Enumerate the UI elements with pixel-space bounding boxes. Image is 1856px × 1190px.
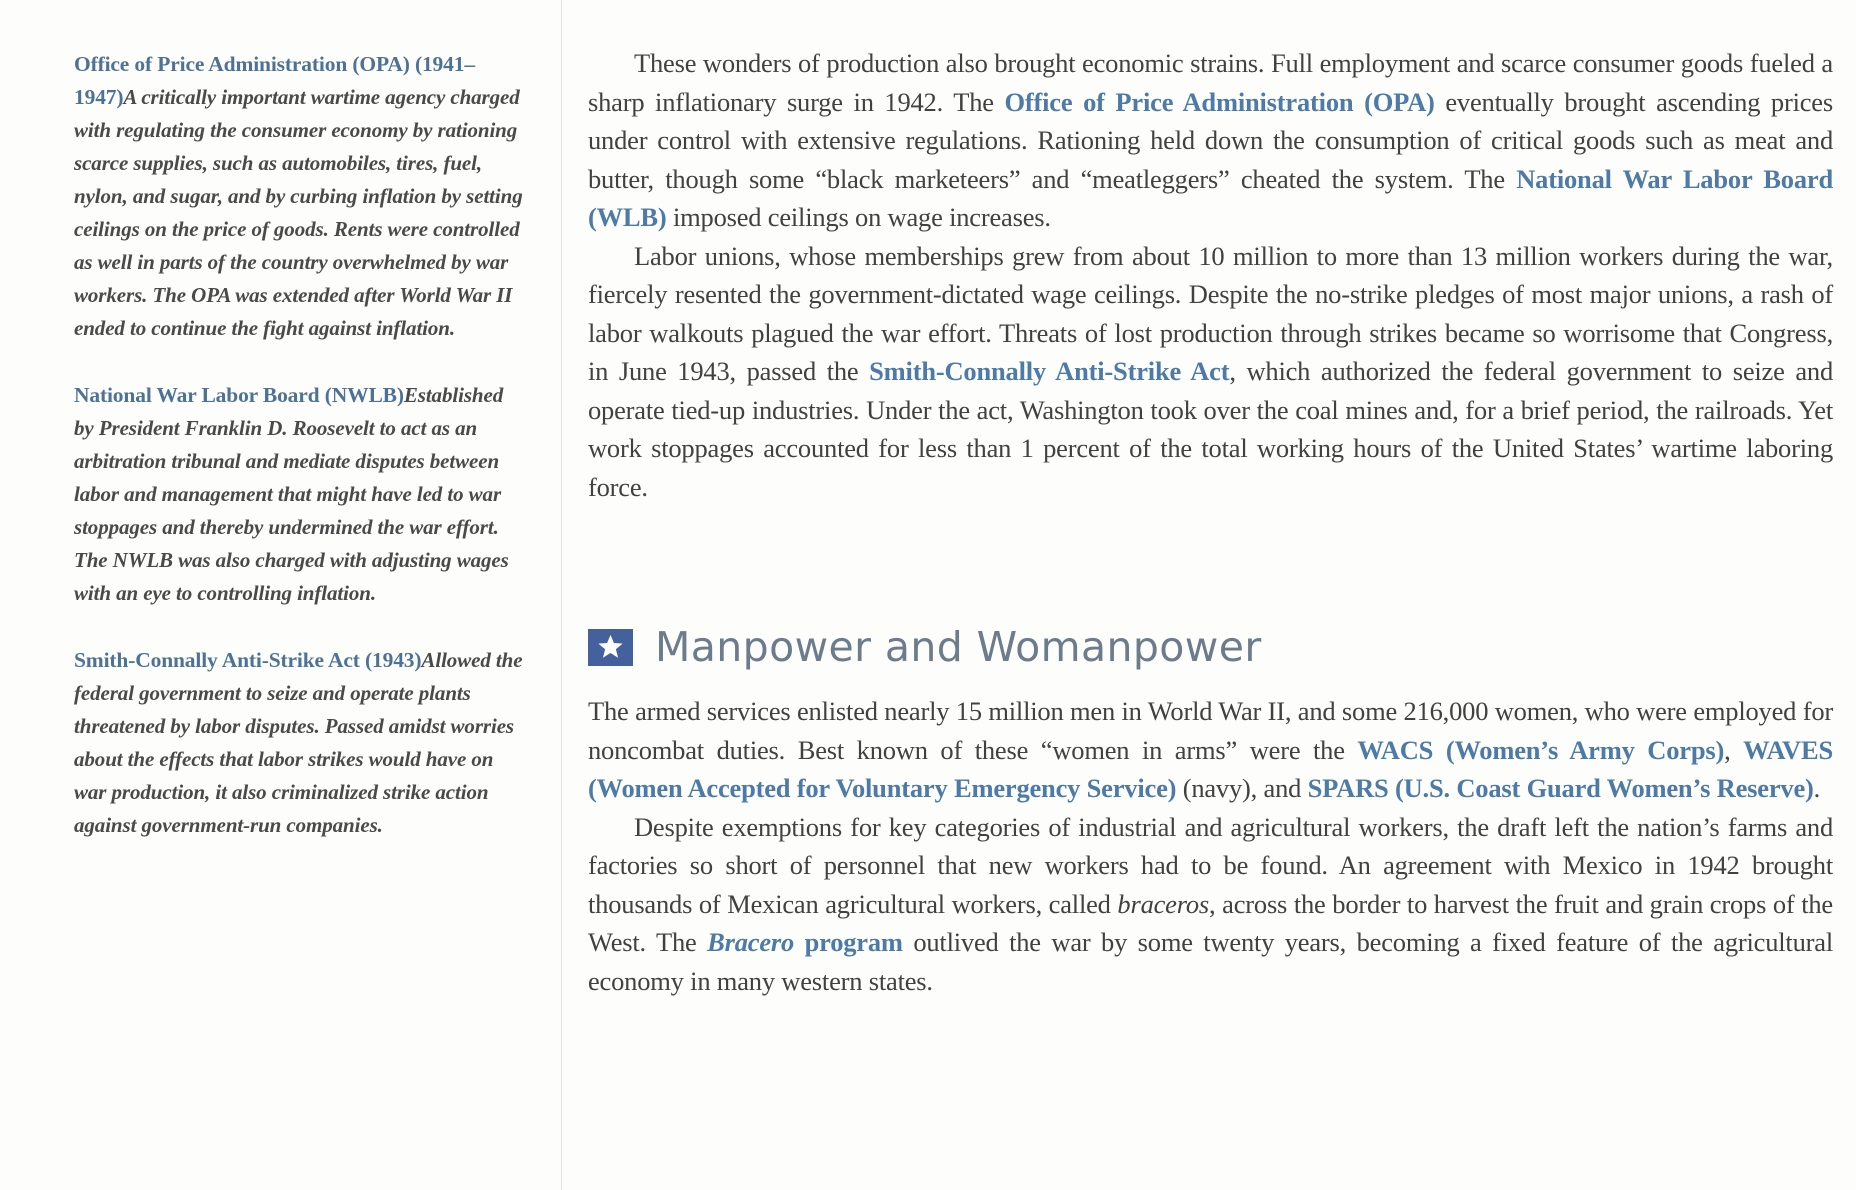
italic-term-braceros: braceros [1117,888,1210,919]
paragraph-text: , which authorized the federal government to seize and operate tied-up industries. Under the act, Washington took over the coal mines and, for a brief period, the railroads. Yet work stoppages accounted for less than 1 percent of the total working hours of the United States’ wartime laboring force. [588,356,1833,502]
glossary-entry-text [74,48,526,345]
glossary-entry [74,644,526,842]
key-term-waves: WAVES (Women Accepted for Voluntary Emergency Service) [588,734,1833,803]
key-term-bracero-program: program [794,927,903,957]
glossary-entry-text [74,644,526,842]
glossary-entry-text [74,379,526,610]
page-title: Manpower and Womanpower [655,623,1262,671]
key-term-spars: SPARS (U.S. Coast Guard Women’s Reserve) [1307,773,1814,803]
paragraph-text: outlived the war by some twenty years, becoming a fixed feature of the agricultural economy in many western states. [588,927,1833,996]
paragraph-text: imposed ceilings on wage increases. [666,202,1051,232]
glossary-term: National War Labor Board (NWLB) [74,383,404,407]
star-icon [588,629,633,666]
body-paragraph [588,808,1833,1001]
key-term-opa: Office of Price Administration (OPA) [1004,86,1435,117]
paragraph-text: (navy), and [1176,773,1308,803]
paragraph-text: , across the border to harvest the fruit and grain crops of the West. The [588,888,1833,957]
key-term-wacs: WACS (Women’s Army Corps) [1357,734,1725,765]
key-term-wlb: National War Labor Board (WLB) [588,163,1833,232]
key-term-bracero: Bracero [707,927,795,957]
body-paragraph [588,237,1833,507]
body-paragraph [588,692,1833,808]
glossary-entry [74,379,526,610]
glossary-definition: Established by President Franklin D. Roosevelt to act as an arbitration tribunal and mediate disputes between labor and management that might have led to war stoppages and thereby undermined the war effort. The NWLB was also charged with adjusting wages with an eye to controlling inflation. [74,383,509,605]
section-heading [588,624,1833,670]
paragraph-text: , [1724,734,1744,765]
glossary-definition: Allowed the federal government to seize and operate plants threatened by labor disputes. Passed amidst worries about the effects that labor strikes would have on war production, it also criminalized strike action against government-run companies. [74,648,523,837]
glossary-term: Smith-Connally Anti-Strike Act (1943) [74,648,422,672]
main-text-column [588,44,1833,1000]
column-divider [561,0,562,1190]
paragraph-text: . [1813,773,1821,803]
body-paragraph [588,44,1833,237]
glossary-term: Office of Price Administration (OPA) (1941–1947) [74,52,475,109]
paragraph-text: Labor unions, whose memberships grew from about 10 million to more than 13 million workers during the war, fiercely resented the government-dictated wage ceilings. Despite the no-strike pledges of most major unions, a rash of labor walkouts plagued the war effort. Threats of lost production through strikes became so worrisome that Congress, in June 1943, passed the [588,240,1833,386]
glossary-entry [74,48,526,345]
glossary-sidebar [74,48,526,842]
paragraph-text: These wonders of production also brought economic strains. Full employment and scarce consumer goods fueled a sharp inflationary surge in 1942. The [588,48,1833,117]
glossary-definition: A critically important wartime agency charged with regulating the consumer economy by rationing scarce supplies, such as automobiles, tires, fuel, nylon, and sugar, and by curbing inflation by setting ceilings on the price of goods. Rents were controlled as well in parts of the country overwhelmed by war workers. The OPA was extended after World War II ended to continue the fight against inflation. [74,85,523,340]
key-term-smith-connally: Smith-Connally Anti-Strike Act [869,356,1230,386]
paragraph-text: The armed services enlisted nearly 15 million men in World War II, and some 216,000 women, who were employed for noncombat duties. Best known of these “women in arms” were the [588,696,1833,765]
paragraph-text: Despite exemptions for key categories of industrial and agricultural workers, the draft left the nation’s farms and factories so short of personnel that new workers had to be found. An agreement with Mexico in 1942 brought thousands of Mexican agricultural workers, called [588,811,1833,919]
paragraph-text: eventually brought ascending prices under control with extensive regulations. Rationing held down the consumption of critical goods such as meat and butter, though some “black marketeers” and “meatleggers” cheated the system. The [588,86,1833,194]
